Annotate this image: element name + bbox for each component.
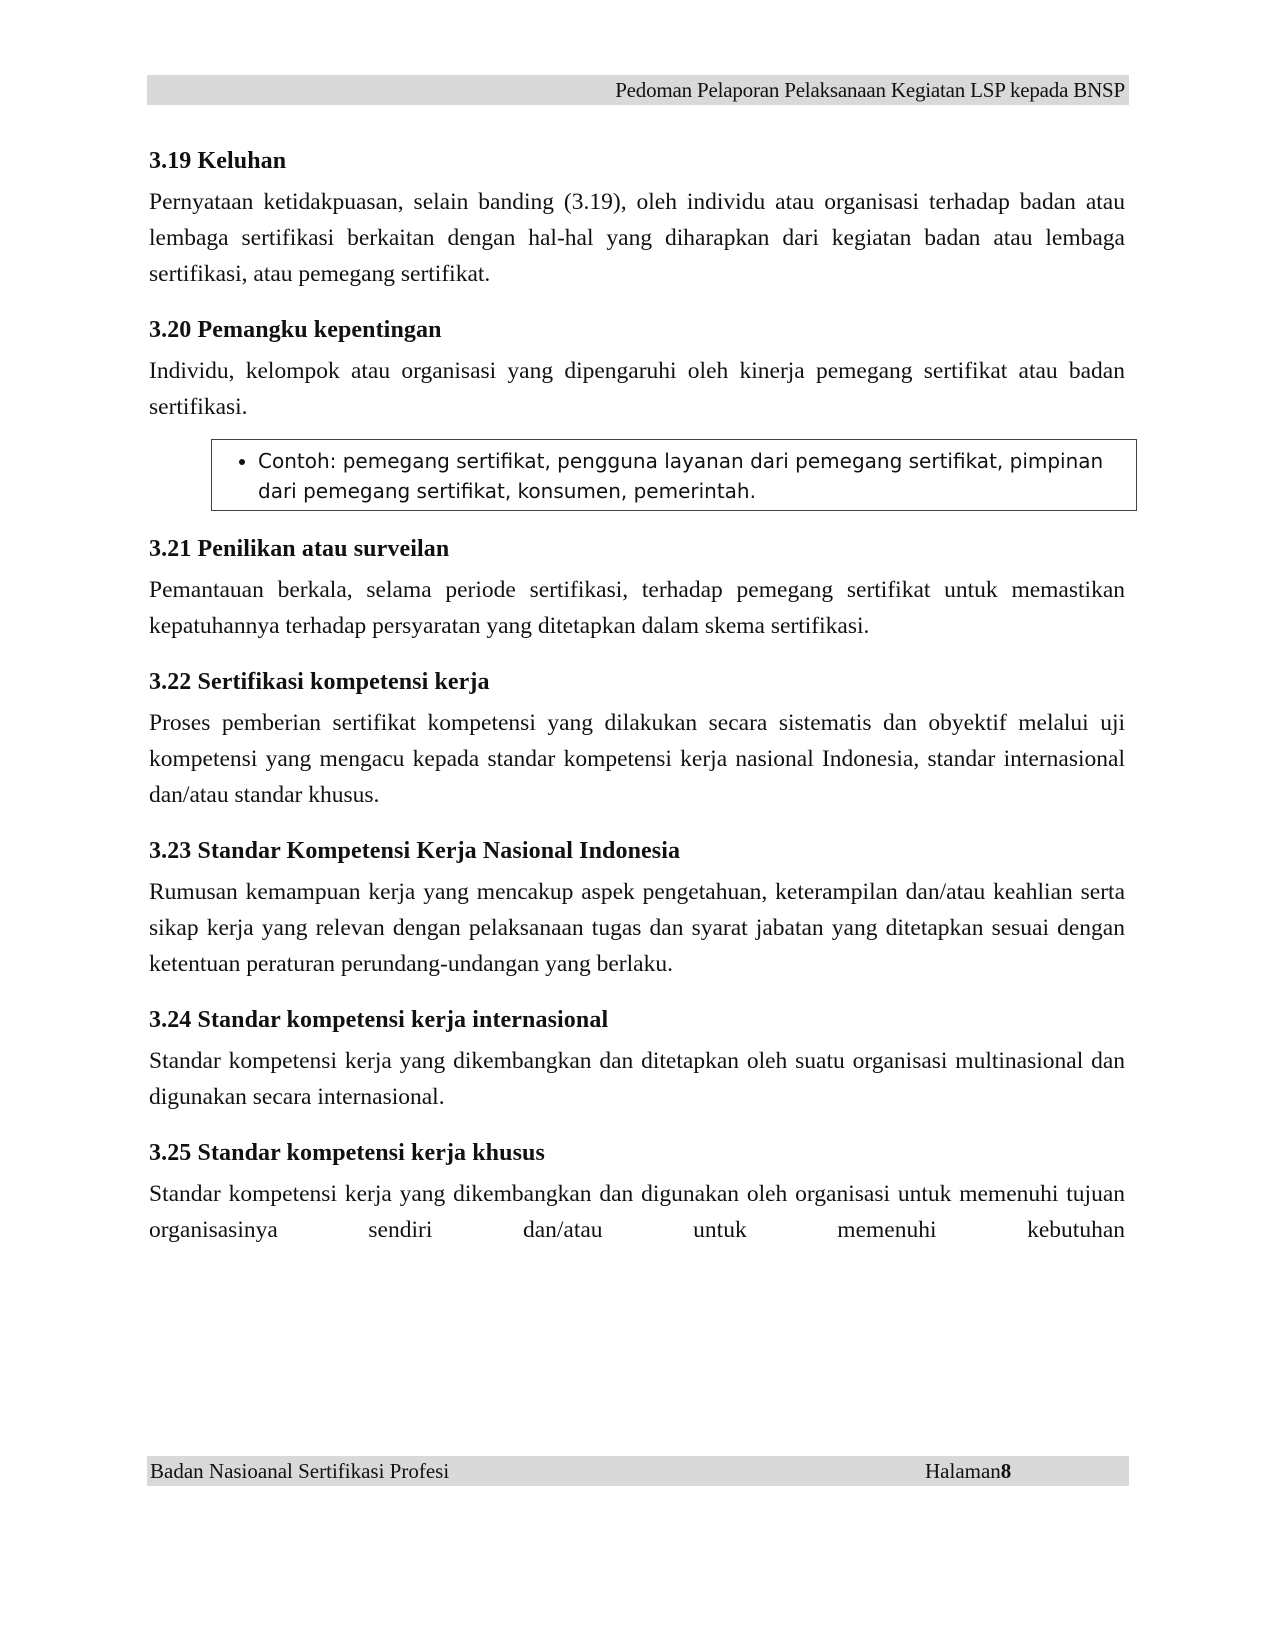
page-header [147,75,1129,105]
section-heading: 3.25 Standar kompetensi kerja khusus [149,1140,545,1166]
section-body: Standar kompetensi kerja yang dikembangkan dan ditetapkan oleh suatu organisasi multinasional dan digunakan secara internasional. [149,1048,1125,1110]
footer-organization: Badan Nasioanal Sertifikasi Profesi [150,1459,450,1483]
page-label: Halaman [925,1459,1001,1483]
section-body: Pemantauan berkala, selama periode sertifikasi, terhadap pemegang sertifikat untuk memastikan kepatuhannya terhadap persyaratan yang ditetapkan dalam skema sertifikasi. [149,577,1125,639]
section-3-25 [149,1136,1125,1248]
page-number-label [925,1456,1011,1486]
example-note: • Contoh: pemegang sertifikat, pengguna layanan dari pemegang sertifikat, pimpinan dari pemegang sertifikat, konsumen, pemerintah. [258,446,1124,506]
example-note-box [211,439,1137,511]
section-3-21 [149,532,1125,644]
section-body: Pernyataan ketidakpuasan, selain banding (3.19), oleh individu atau organisasi terhadap badan atau lembaga sertifikasi berkaitan dengan hal-hal yang diharapkan dari kegiatan badan atau lembaga sertifikasi, atau pemegang sertifikat. [149,189,1125,287]
section-3-24 [149,1003,1125,1115]
section-heading: 3.23 Standar Kompetensi Kerja Nasional Indonesia [149,838,681,864]
section-heading: 3.21 Penilikan atau surveilan [149,536,450,562]
section-body: Proses pemberian sertifikat kompetensi yang dilakukan secara sistematis dan obyektif melalui uji kompetensi yang mengacu kepada standar kompetensi kerja nasional Indonesia, standar internasional dan/atau standar khusus. [149,710,1125,808]
section-body: Rumusan kemampuan kerja yang mencakup aspek pengetahuan, keterampilan dan/atau keahlian serta sikap kerja yang relevan dengan pelaksanaan tugas dan syarat jabatan yang ditetapkan sesuai dengan ketentuan peraturan perundang-undangan yang berlaku. [149,879,1125,977]
section-3-23 [149,834,1125,982]
section-3-22 [149,665,1125,813]
section-heading: 3.19 Keluhan [149,148,287,174]
document-title: Pedoman Pelaporan Pelaksanaan Kegiatan LSP kepada BNSP [615,78,1125,102]
document-body [149,144,1125,1269]
page-footer [147,1456,1129,1486]
section-3-19 [149,144,1125,292]
section-heading: 3.20 Pemangku kepentingan [149,317,442,343]
section-body: Standar kompetensi kerja yang dikembangkan dan digunakan oleh organisasi untuk memenuhi tujuan organisasinya sendiri dan/atau untuk memenuhi kebutuhan [149,1181,1125,1243]
section-heading: 3.22 Sertifikasi kompetensi kerja [149,669,490,695]
section-heading: 3.24 Standar kompetensi kerja internasional [149,1007,609,1033]
section-3-20 [149,313,1125,425]
section-body: Individu, kelompok atau organisasi yang dipengaruhi oleh kinerja pemegang sertifikat atau badan sertifikasi. [149,358,1125,420]
page-number: 8 [1000,1459,1012,1483]
